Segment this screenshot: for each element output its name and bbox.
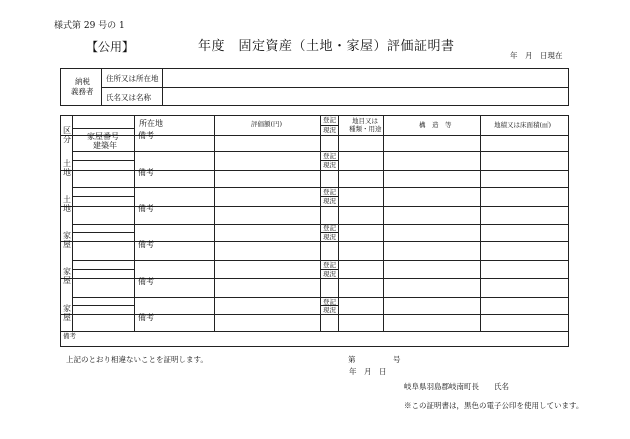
taxpayer-label-line2: 義務者: [71, 87, 94, 97]
current-header: 現況: [323, 126, 336, 134]
seal-note: ※この証明書は，黒色の電子公印を使用しています。: [404, 401, 584, 410]
row-kind-line1: 土: [63, 195, 71, 204]
address-field[interactable]: [163, 70, 567, 86]
row-current: 現況: [323, 270, 336, 278]
row-kind-line2: 屋: [63, 239, 71, 249]
row-kind-line2: 地: [63, 203, 71, 213]
kind-header-line2: 種類・用途: [349, 125, 382, 134]
kind-header: [349, 117, 382, 134]
row-registered: 登記: [323, 152, 336, 160]
row-kind-line2: 屋: [63, 312, 71, 322]
row-kind-line1: 家: [63, 231, 71, 240]
taxpayer-box: [60, 68, 569, 106]
row-note-label: 備考: [138, 168, 154, 177]
taxpayer-label: [71, 77, 94, 97]
property-table: [60, 115, 569, 347]
row-kind: [63, 160, 71, 178]
row-current: 現況: [323, 197, 336, 205]
issuer: 岐阜県羽島郡岐南町長 氏名: [404, 382, 509, 391]
taxpayer-label-line1: 納税: [75, 77, 90, 86]
built-year-header: 建築年: [93, 141, 117, 150]
kubun-header-line1: 区: [63, 126, 71, 135]
row-note-label: 備考: [138, 313, 154, 322]
row-note-label: 備考: [138, 204, 154, 213]
evaluation-header: 評価額(円): [251, 120, 283, 128]
row-registered: 登記: [323, 188, 336, 196]
row-note-label: 備考: [138, 240, 154, 249]
kind-header-line1: 地目又は: [352, 117, 378, 125]
row-kind-line2: 地: [63, 167, 71, 177]
public-use-badge: 【公用】: [86, 40, 135, 54]
registered-header: 登記: [323, 116, 336, 124]
note-header: 備考: [138, 131, 154, 140]
row-current: 現況: [323, 306, 336, 314]
row-current: 現況: [323, 233, 336, 241]
row-kind-line1: 家: [63, 304, 71, 313]
address-label: 住所又は所在地: [106, 74, 159, 83]
row-registered: 登記: [323, 224, 336, 232]
row-kind-line1: 土: [63, 159, 71, 168]
row-kind: [63, 305, 71, 323]
page-title: 年度 固定資産（土地・家屋）評価証明書: [198, 39, 455, 54]
row-kind: [63, 268, 71, 286]
name-field[interactable]: [163, 88, 567, 105]
certification-text: 上記のとおり相違ないことを証明します。: [66, 355, 208, 364]
name-label: 氏名又は名称: [106, 93, 151, 102]
structure-header: 構 造 等: [419, 121, 452, 129]
row-kind: [63, 232, 71, 250]
row-registered: 登記: [323, 261, 336, 269]
table-bottom-note: 備考: [63, 332, 76, 340]
area-header: 地積又は床面積(㎡): [494, 121, 552, 129]
row-current: 現況: [323, 161, 336, 169]
row-kind-line1: 家: [63, 267, 71, 276]
row-note-label: 備考: [138, 277, 154, 286]
certificate-date: 年 月 日: [349, 367, 387, 376]
form-number: 様式第 29 号の 1: [54, 21, 125, 31]
row-registered: 登記: [323, 298, 336, 306]
kubun-header-line2: 分: [63, 134, 71, 144]
as-of-date: 年 月 日現在: [510, 51, 563, 60]
kubun-header: [63, 127, 71, 145]
house-number-header: 家屋番号: [87, 132, 119, 141]
certificate-number: 第 号: [348, 355, 401, 364]
location-header: 所在地: [139, 119, 163, 128]
row-kind: [63, 196, 71, 214]
row-kind-line2: 屋: [63, 275, 71, 285]
